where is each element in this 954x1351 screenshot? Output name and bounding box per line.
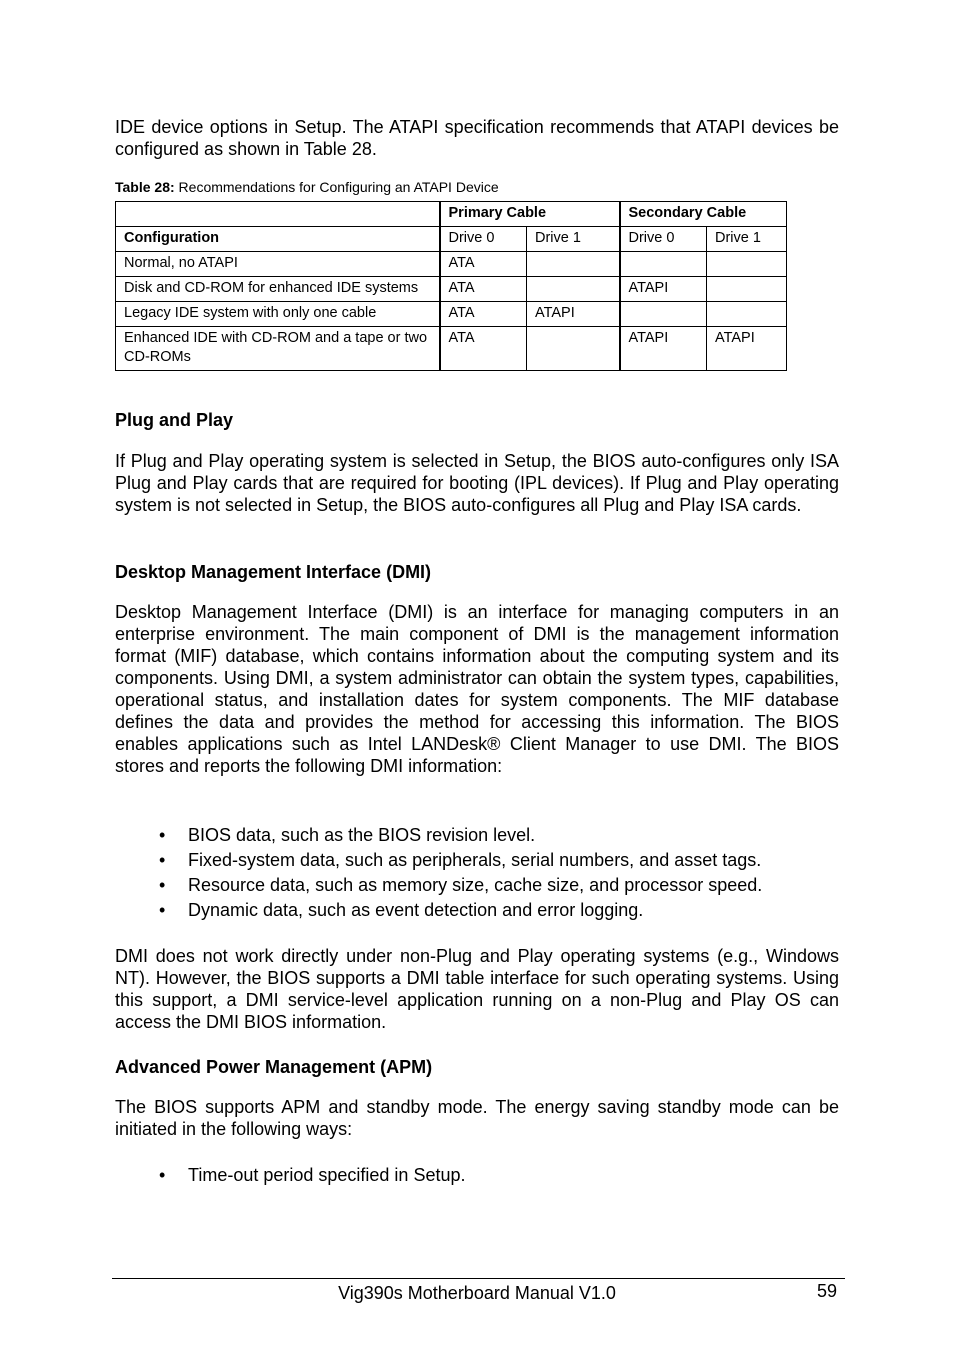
list-item [115, 1164, 465, 1189]
list-item-text: Fixed-system data, such as peripherals, serial numbers, and asset tags. [188, 850, 762, 870]
table-caption-text: Recommendations for Configuring an ATAPI Device [174, 179, 499, 195]
pnp-heading: Plug and Play [115, 410, 234, 430]
apm-bullet-list [115, 1164, 465, 1189]
pnp-paragraph: If Plug and Play operating system is selected in Setup, the BIOS auto-configures only ISA Plug and Play cards that are required for booting (IPL devices). If Plug and Play operating system is not selected in Setup, the BIOS auto-configures all Plug and Play ISA cards. [115, 451, 839, 515]
table-cell: ATAPI [620, 327, 707, 371]
dmi-bullet-list [115, 824, 762, 924]
table-cell [620, 302, 707, 327]
table-caption [115, 178, 499, 196]
table-cell: ATAPI [707, 327, 787, 371]
table-cell: ATA [440, 302, 527, 327]
apm-heading: Advanced Power Management (APM) [115, 1057, 433, 1077]
atapi-config-table [115, 201, 787, 371]
list-item-text: Time-out period specified in Setup. [188, 1165, 466, 1185]
list-item-text: BIOS data, such as the BIOS revision level. [188, 825, 536, 845]
dmi-paragraph: Desktop Management Interface (DMI) is an interface for managing computers in an enterprise environment. The main component of DMI is the management information format (MIF) database, which contains information about the computing system and its components. Using DMI, a system administrator can obtain the system types, capabilities, operational status, and installation dates for system components. The MIF database defines the data and provides the method for accessing this information. The BIOS enables applications such as Intel LANDesk® Client Manager to use DMI. The BIOS stores and reports the following DMI information: [115, 602, 839, 776]
table-row [116, 327, 787, 371]
primary-cable-header: Primary Cable [440, 202, 620, 227]
intro-paragraph: IDE device options in Setup. The ATAPI specification recommends that ATAPI devices be configured as shown in Table 28. [115, 117, 839, 159]
table-cell [527, 327, 620, 371]
config-cell: Disk and CD-ROM for enhanced IDE systems [116, 277, 440, 302]
bullet-icon: • [159, 850, 166, 870]
dmi-heading: Desktop Management Interface (DMI) [115, 562, 432, 582]
list-item-text: Dynamic data, such as event detection and error logging. [188, 900, 644, 920]
list-item [115, 824, 762, 849]
table-group-header-row [116, 202, 787, 227]
drive-header: Drive 0 [620, 227, 707, 252]
table-cell: ATA [440, 252, 527, 277]
list-item [115, 849, 762, 874]
bullet-icon: • [159, 825, 166, 845]
configuration-header: Configuration [116, 227, 440, 252]
config-cell: Normal, no ATAPI [116, 252, 440, 277]
drive-header: Drive 1 [707, 227, 787, 252]
table-cell: ATA [440, 277, 527, 302]
footer-title: Vig390s Motherboard Manual V1.0 [338, 1283, 616, 1303]
table-drive-header-row [116, 227, 787, 252]
config-cell: Enhanced IDE with CD-ROM and a tape or two CD-ROMs [116, 327, 440, 371]
footer-divider [112, 1278, 845, 1279]
drive-header: Drive 1 [527, 227, 620, 252]
table-cell: ATA [440, 327, 527, 371]
table-cell: ATAPI [527, 302, 620, 327]
secondary-cable-header: Secondary Cable [620, 202, 787, 227]
table-row [116, 302, 787, 327]
table-cell: ATAPI [620, 277, 707, 302]
table-cell [707, 252, 787, 277]
drive-header: Drive 0 [440, 227, 527, 252]
table-caption-label: Table 28: [115, 179, 175, 195]
config-cell: Legacy IDE system with only one cable [116, 302, 440, 327]
list-item [115, 899, 762, 924]
table-empty-header-cell [116, 202, 440, 227]
table-row [116, 277, 787, 302]
table-cell [527, 252, 620, 277]
table-cell [527, 277, 620, 302]
bullet-icon: • [159, 900, 166, 920]
table-row [116, 252, 787, 277]
list-item-text: Resource data, such as memory size, cache size, and processor speed. [188, 875, 763, 895]
bullet-icon: • [159, 1165, 166, 1185]
bullet-icon: • [159, 875, 166, 895]
apm-paragraph: The BIOS supports APM and standby mode. The energy saving standby mode can be initiated in the following ways: [115, 1097, 839, 1139]
list-item [115, 874, 762, 899]
dmi-paragraph-2: DMI does not work directly under non-Plug and Play operating systems (e.g., Windows NT). However, the BIOS supports a DMI table interface for such operating systems. Using this support, a DMI service-level application running on a non-Plug and Play OS can access the DMI BIOS information. [115, 946, 839, 1032]
table-cell [707, 302, 787, 327]
page-number: 59 [817, 1281, 838, 1301]
table-cell [620, 252, 707, 277]
table-cell [707, 277, 787, 302]
